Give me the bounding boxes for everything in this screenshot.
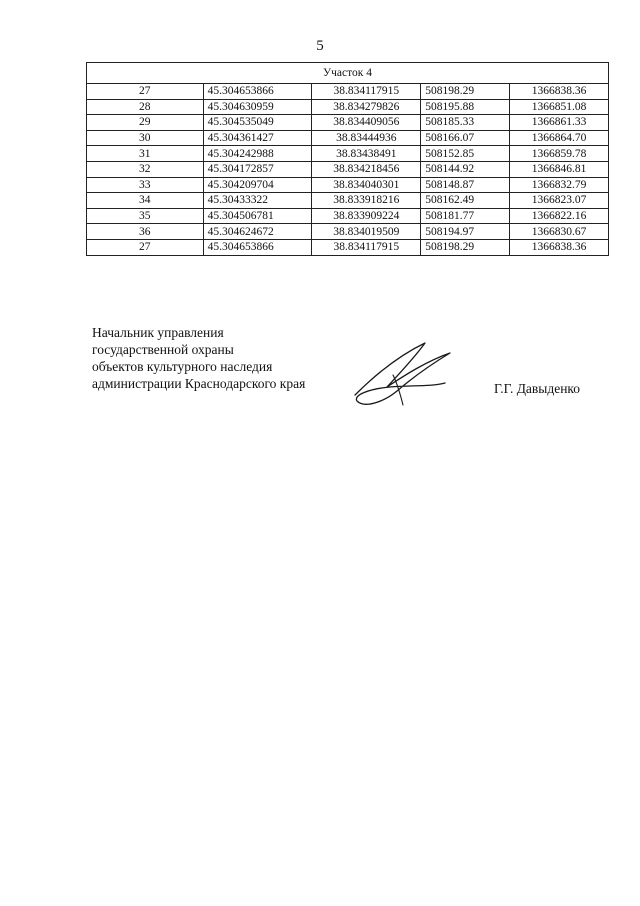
signatory-name: Г.Г. Давыденко <box>494 381 581 396</box>
latitude-cell: 45.304172857 <box>203 161 312 177</box>
latitude-cell: 45.304242988 <box>203 146 312 162</box>
latitude-cell: 45.30433322 <box>203 193 312 209</box>
point-number-cell: 33 <box>87 177 204 193</box>
table-row <box>87 115 609 131</box>
table-row <box>87 161 609 177</box>
y-coordinate-cell: 1366832.79 <box>510 177 609 193</box>
longitude-cell: 38.834279826 <box>312 99 421 115</box>
latitude-cell: 45.304624672 <box>203 224 312 240</box>
section-header-row <box>87 63 609 84</box>
y-coordinate-cell: 1366830.67 <box>510 224 609 240</box>
longitude-cell: 38.834117915 <box>312 239 421 255</box>
x-coordinate-cell: 508198.29 <box>421 84 510 100</box>
signatory-title-line: государственной охраны <box>92 342 234 357</box>
table-row <box>87 130 609 146</box>
longitude-cell: 38.834117915 <box>312 84 421 100</box>
point-number-cell: 35 <box>87 208 204 224</box>
table-row <box>87 208 609 224</box>
table-row <box>87 84 609 100</box>
y-coordinate-cell: 1366859.78 <box>510 146 609 162</box>
y-coordinate-cell: 1366822.16 <box>510 208 609 224</box>
table-row <box>87 146 609 162</box>
table-row <box>87 239 609 255</box>
x-coordinate-cell: 508144.92 <box>421 161 510 177</box>
table-row <box>87 177 609 193</box>
longitude-cell: 38.834040301 <box>312 177 421 193</box>
handwritten-signature <box>345 335 460 415</box>
longitude-cell: 38.834218456 <box>312 161 421 177</box>
point-number-cell: 36 <box>87 224 204 240</box>
x-coordinate-cell: 508195.88 <box>421 99 510 115</box>
point-number-cell: 31 <box>87 146 204 162</box>
page-number: 5 <box>316 38 324 54</box>
table-row <box>87 224 609 240</box>
coordinates-table <box>86 62 609 256</box>
latitude-cell: 45.304535049 <box>203 115 312 131</box>
table-row <box>87 99 609 115</box>
y-coordinate-cell: 1366851.08 <box>510 99 609 115</box>
point-number-cell: 30 <box>87 130 204 146</box>
longitude-cell: 38.834409056 <box>312 115 421 131</box>
x-coordinate-cell: 508181.77 <box>421 208 510 224</box>
x-coordinate-cell: 508148.87 <box>421 177 510 193</box>
latitude-cell: 45.304361427 <box>203 130 312 146</box>
point-number-cell: 29 <box>87 115 204 131</box>
y-coordinate-cell: 1366846.81 <box>510 161 609 177</box>
longitude-cell: 38.83444936 <box>312 130 421 146</box>
point-number-cell: 28 <box>87 99 204 115</box>
x-coordinate-cell: 508185.33 <box>421 115 510 131</box>
x-coordinate-cell: 508198.29 <box>421 239 510 255</box>
y-coordinate-cell: 1366838.36 <box>510 84 609 100</box>
latitude-cell: 45.304209704 <box>203 177 312 193</box>
x-coordinate-cell: 508152.85 <box>421 146 510 162</box>
point-number-cell: 32 <box>87 161 204 177</box>
x-coordinate-cell: 508162.49 <box>421 193 510 209</box>
longitude-cell: 38.834019509 <box>312 224 421 240</box>
longitude-cell: 38.833918216 <box>312 193 421 209</box>
longitude-cell: 38.833909224 <box>312 208 421 224</box>
latitude-cell: 45.304630959 <box>203 99 312 115</box>
longitude-cell: 38.83438491 <box>312 146 421 162</box>
table-row <box>87 193 609 209</box>
y-coordinate-cell: 1366861.33 <box>510 115 609 131</box>
y-coordinate-cell: 1366838.36 <box>510 239 609 255</box>
signatory-title <box>92 324 305 392</box>
point-number-cell: 27 <box>87 84 204 100</box>
signatory-title-line: объектов культурного наследия <box>92 359 273 374</box>
y-coordinate-cell: 1366864.70 <box>510 130 609 146</box>
point-number-cell: 34 <box>87 193 204 209</box>
signatory-title-line: администрации Краснодарского края <box>92 376 306 391</box>
point-number-cell: 27 <box>87 239 204 255</box>
latitude-cell: 45.304506781 <box>203 208 312 224</box>
latitude-cell: 45.304653866 <box>203 84 312 100</box>
section-title: Участок 4 <box>87 63 609 84</box>
y-coordinate-cell: 1366823.07 <box>510 193 609 209</box>
x-coordinate-cell: 508194.97 <box>421 224 510 240</box>
x-coordinate-cell: 508166.07 <box>421 130 510 146</box>
signatory-title-line: Начальник управления <box>92 325 224 340</box>
latitude-cell: 45.304653866 <box>203 239 312 255</box>
